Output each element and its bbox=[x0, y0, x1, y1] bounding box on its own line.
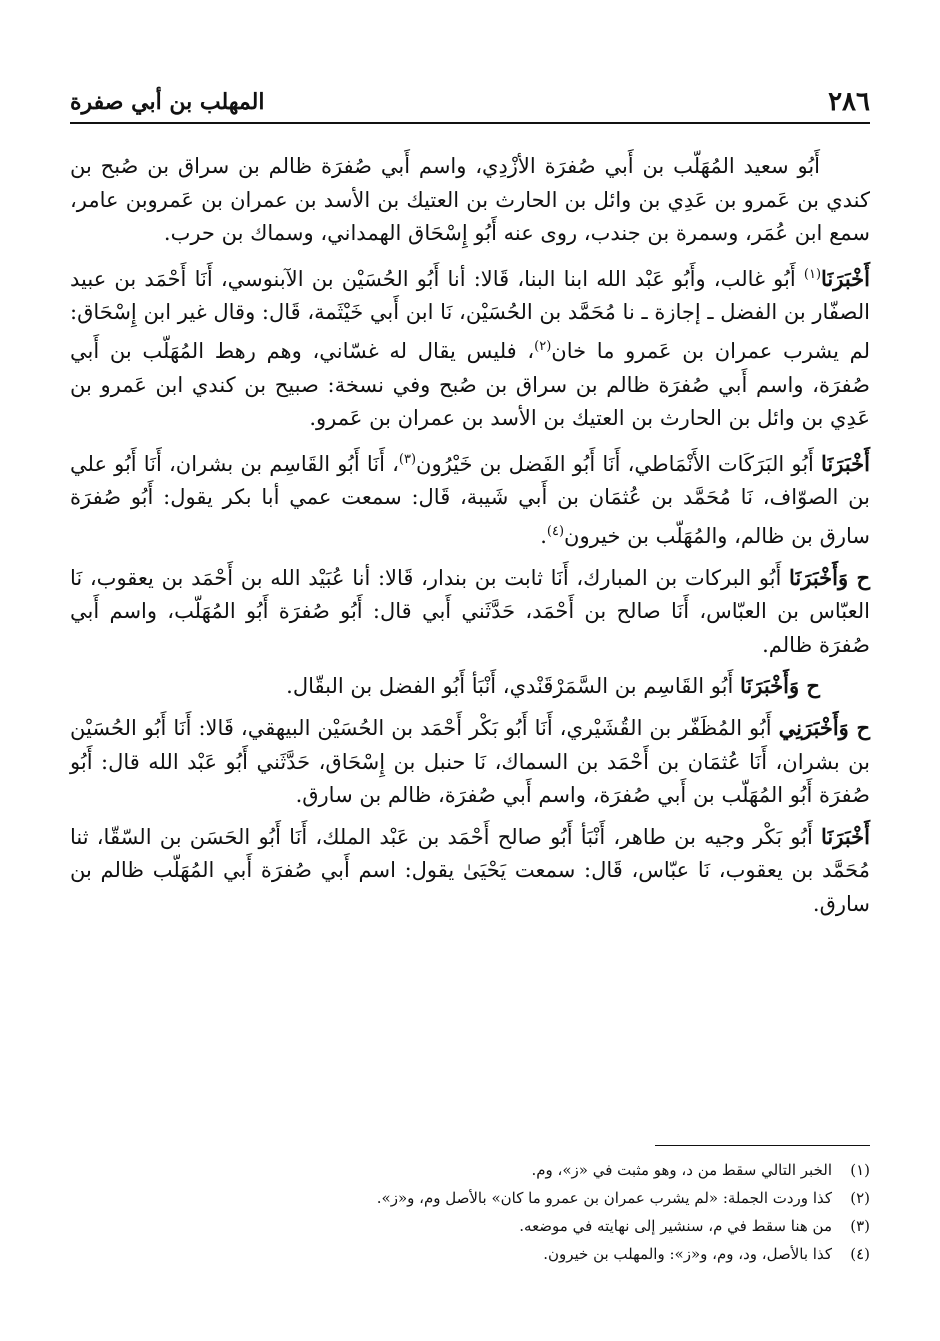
footnote bbox=[70, 1212, 870, 1240]
paragraph-text: ، فليس يقال له غسّاني، وهم رهط المُهَلّب بن أَبي صُفرَة، واسم أَبي صُفرَة ظالم بن سراق بن صُبح وفي نسخة: صبيح بن كندي ابن عَمرو بن عَدِي بن وائل بن الحارث بن العتيك بن الأسد بن عمران بن عَمرو. bbox=[70, 338, 870, 431]
lead-keyword: أَخْبَرَنَا bbox=[821, 823, 870, 849]
footnote bbox=[70, 1156, 870, 1184]
footnote-text: كذا وردت الجملة: «لم يشرب عمران بن عمرو ما كان» بالأصل وم، و«ز». bbox=[376, 1189, 832, 1207]
page-number: ٢٨٦ bbox=[828, 87, 870, 117]
footnote-ref: (١) bbox=[803, 266, 822, 282]
lead-keyword: أَخْبَرَنَا bbox=[821, 450, 870, 476]
footnote-separator bbox=[655, 1145, 870, 1146]
running-title: المهلب بن أبي صفرة bbox=[70, 89, 265, 115]
paragraph-text: أَبُو غالب، وأَبُو عَبْد الله ابنا البنا، قَالا: أنا أَبُو الحُسَيْن بن الآبنوسي، أَنَا أَحْمَد بن عبيد الصفّار بن الفضل ـ إجازة ـ نا مُحَمَّد بن الحُسَيْن، نَا ابن أَبي خَيْثَمة، قَال: وقال غير ابن إِسْحَاق: لم يشرب عمران بن عَمرو ما خان bbox=[70, 266, 870, 363]
isnad-paragraph-4 bbox=[70, 669, 870, 704]
isnad-paragraph-6 bbox=[70, 820, 870, 922]
lead-keyword: ح وَأَخْبَرَنَا bbox=[789, 564, 870, 590]
footnote bbox=[70, 1184, 870, 1212]
isnad-paragraph-3 bbox=[70, 561, 870, 663]
footnote-number: (٣) bbox=[850, 1217, 870, 1235]
paragraph-text: أَبُو القَاسِم بن السَّمَرْقَنْدي، أَنْبَأ أَبُو الفضل بن البقّال. bbox=[286, 674, 740, 699]
footnote-ref: (٤) bbox=[546, 523, 565, 539]
footnote-number: (١) bbox=[850, 1161, 870, 1179]
paragraph-text: أَبُو البركات بن المبارك، أَنَا ثابت بن بندار، قَالا: أنا عُبَيْد الله بن أَحْمَد بن يعقوب، نَا العبّاس بن العبّاس، أَنَا صالح بن أَحْمَد، حَدَّثَني أَبي قال: أَبُو صُفرَة أَبُو المُهَلّب، واسم أَبي صُفرَة ظالم. bbox=[70, 565, 870, 657]
isnad-paragraph-1 bbox=[70, 258, 870, 436]
paragraph-text: أَبُو بَكْر وجيه بن طاهر، أَنْبَأ أَبُو صالح أَحْمَد بن عَبْد الملك، أَنَا أَبُو الحَسَن بن السّقّا، ثنا مُحَمَّد بن يعقوب، نَا عبّاس، قَال: سمعت يَحْيَىٰ يقول: اسم أَبي صُفرَة أَبي المُهَلّب ظالم بن سارق. bbox=[70, 824, 870, 916]
header-rule bbox=[70, 122, 870, 124]
footnote bbox=[70, 1240, 870, 1268]
footnote-text: من هنا سقط في م، سنشير إلى نهايته في موضعه. bbox=[519, 1217, 832, 1235]
lead-keyword: أَخْبَرَنَا bbox=[821, 265, 870, 291]
paragraph-text: أَبُو المُظَفّر بن القُشَيْري، أَنَا أَبُو بَكْر أَحْمَد بن الحُسَيْن البيهقي، قَالا: أَنَا أَبُو الحُسَيْن بن بشران، أَنَا عُثمَان بن أَحْمَد بن السماك، نَا حنبل بن إِسْحَاق، حَدَّثَني أَبُو عَبْد الله قال: أَبُو صُفرَة أَبُو المُهَلّب بن أَبي صُفرَة، واسم أَبي صُفرَة، ظالم بن سارق. bbox=[70, 715, 870, 808]
intro-paragraph bbox=[70, 150, 870, 251]
footnote-number: (٤) bbox=[850, 1245, 870, 1263]
footnote-ref: (٢) bbox=[534, 338, 552, 354]
paragraph-text: . bbox=[540, 523, 547, 548]
footnote-text: الخبر التالي سقط من د، وهو مثبت في «ز»، وم. bbox=[531, 1161, 832, 1179]
main-text bbox=[70, 150, 870, 921]
footnote-ref: (٣) bbox=[398, 451, 417, 467]
footnotes bbox=[70, 1156, 870, 1268]
paragraph-text: ، أَنَا أَبُو القَاسِم بن بشران، أَنَا أَبُو علي بن الصوّاف، نَا مُحَمَّد بن عُثمَان بن أَبي شَيبة، قَال: سمعت عمي أبا بكر يقول: أَبُو صُفرَة سارق بن ظالم، والمُهَلّب بن خيرون bbox=[70, 451, 870, 548]
paragraph-text: أَبُو سعيد المُهَلّب بن أَبي صُفرَة الأزْدِي، واسم أَبي صُفرَة ظالم بن سراق بن صُبح بن كندي بن عَمرو بن عَدِي بن وائل بن الحارث بن العتيك بن الأسد بن عمران بن عَمروبن عامر، سمع ابن عُمَر، وسمرة بن جندب، روى عنه أَبُو إِسْحَاق الهمداني، وسماك بن حرب. bbox=[70, 154, 870, 246]
page-header bbox=[70, 86, 870, 118]
lead-keyword: ح وَأَخْبَرَنَا bbox=[740, 673, 820, 699]
paragraph-text: أَبُو البَرَكَات الأَنْمَاطي، أَنَا أَبُو الفَضل بن خَيْرُون bbox=[416, 451, 822, 476]
footnote-text: كذا بالأصل، ود، وم، و«ز»: والمهلب بن خيرون. bbox=[543, 1245, 832, 1263]
isnad-paragraph-2 bbox=[70, 443, 870, 554]
isnad-paragraph-5 bbox=[70, 711, 870, 813]
lead-keyword: ح وَأَخْبَرَنِي bbox=[778, 714, 870, 740]
footnote-number: (٢) bbox=[850, 1189, 870, 1207]
